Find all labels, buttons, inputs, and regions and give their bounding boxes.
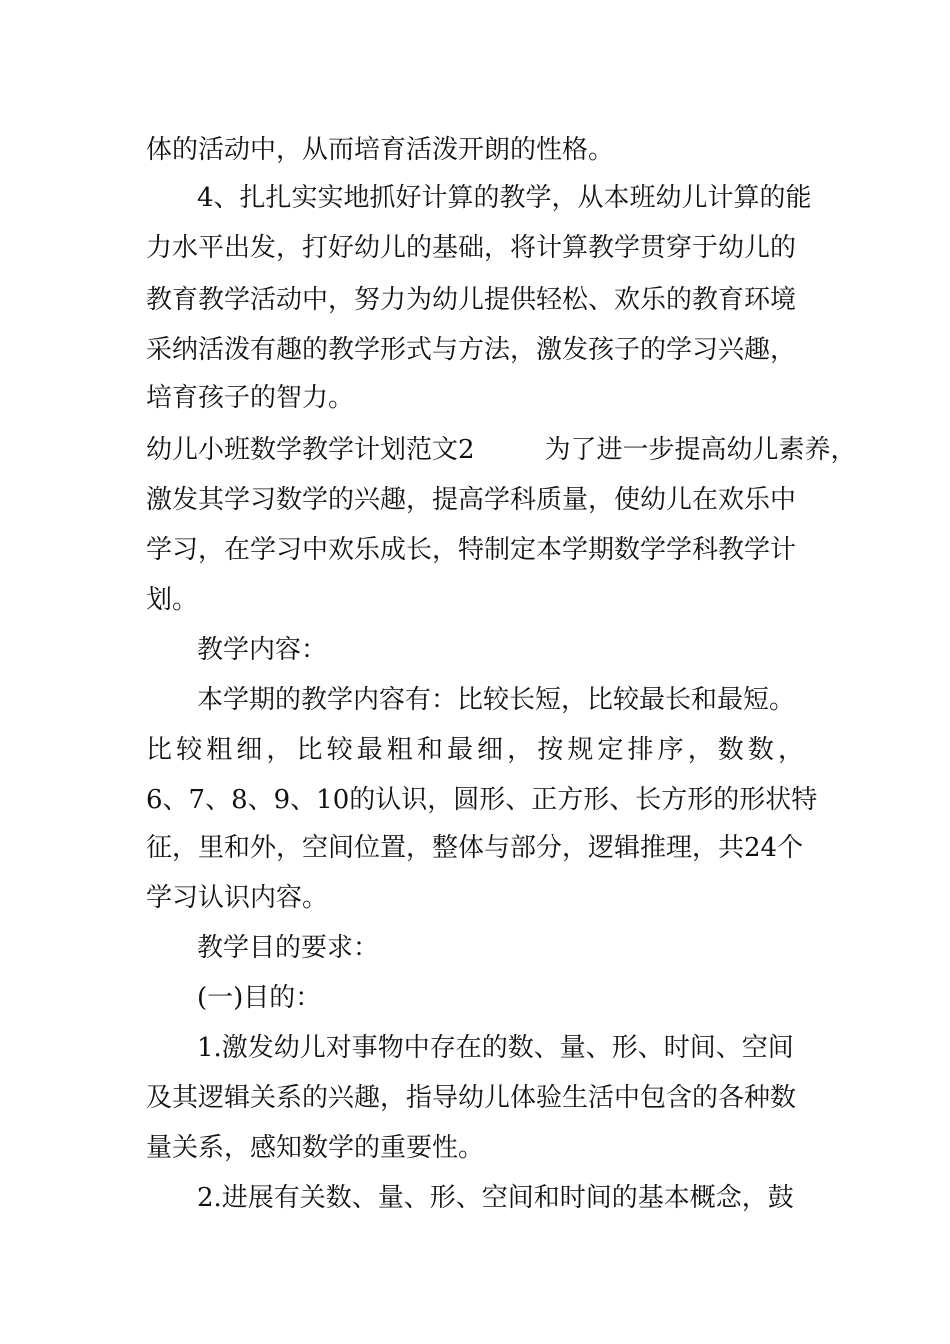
- justified-char: 较: [176, 735, 203, 765]
- text-line: 本学期的教学内容有：比较长短，比较最长和最短。: [197, 685, 796, 715]
- text-line: 学习，在学习中欢乐成长，特制定本学期数学学科教学计: [146, 535, 797, 565]
- text-line: 及其逻辑关系的兴趣，指导幼儿体验生活中包含的各种数: [146, 1083, 797, 1113]
- justified-char: 比: [296, 735, 323, 765]
- section-intro-start: 为了进一步提高幼儿素养，: [544, 435, 857, 465]
- subheading-teaching-content: 教学内容：: [197, 635, 328, 665]
- text-line: 教育教学活动中，努力为幼儿提供轻松、欢乐的教育环境: [146, 285, 797, 315]
- justified-char: 数: [747, 735, 774, 765]
- justified-char: 比: [146, 735, 173, 765]
- justified-char: 细: [477, 735, 504, 765]
- subheading-purpose: (一)目的：: [197, 983, 322, 1013]
- text-line: 1.激发幼儿对事物中存在的数、量、形、时间、空间: [197, 1033, 794, 1063]
- justified-char: 最: [356, 735, 383, 765]
- section-heading-line: [146, 432, 857, 468]
- justified-char: 较: [326, 735, 353, 765]
- text-line: 6、7、8、9、10的认识，圆形、正方形、长方形的形状特: [146, 785, 818, 815]
- justified-char: 规: [567, 735, 594, 765]
- text-line: 采纳活泼有趣的教学形式与方法，激发孩子的学习兴趣，: [146, 335, 797, 365]
- justified-char: 最: [446, 735, 473, 765]
- text-line-justified: [146, 732, 804, 768]
- justified-char: ，: [266, 735, 293, 765]
- text-line: 4、扎扎实实地抓好计算的教学，从本班幼儿计算的能: [197, 183, 812, 213]
- justified-char: ，: [507, 735, 534, 765]
- justified-char: 细: [236, 735, 263, 765]
- text-line: 量关系，感知数学的重要性。: [146, 1133, 485, 1163]
- text-line: 力水平出发，打好幼儿的基础，将计算教学贯穿于幼儿的: [146, 233, 797, 263]
- subheading-teaching-goals: 教学目的要求：: [197, 933, 380, 963]
- section-heading: 幼儿小班数学教学计划范文2: [146, 435, 475, 465]
- text-line: 划。: [146, 585, 199, 615]
- justified-char: 和: [416, 735, 443, 765]
- text-line: 培育孩子的智力。: [146, 383, 355, 413]
- justified-char: 排: [627, 735, 654, 765]
- text-line: 2.进展有关数、量、形、空间和时间的基本概念，鼓: [197, 1183, 794, 1213]
- justified-char: 序: [657, 735, 684, 765]
- justified-char: ，: [687, 735, 714, 765]
- justified-char: 粗: [386, 735, 413, 765]
- justified-char: ，: [777, 735, 804, 765]
- text-line: 激发其学习数学的兴趣，提高学科质量，使幼儿在欢乐中: [146, 485, 797, 515]
- justified-char: 数: [717, 735, 744, 765]
- text-line: 体的活动中，从而培育活泼开朗的性格。: [146, 135, 615, 165]
- justified-char: 定: [597, 735, 624, 765]
- justified-char: 按: [537, 735, 564, 765]
- text-line: 学习认识内容。: [146, 883, 329, 913]
- justified-char: 粗: [206, 735, 233, 765]
- text-line: 征，里和外，空间位置，整体与部分，逻辑推理，共24个: [146, 833, 804, 863]
